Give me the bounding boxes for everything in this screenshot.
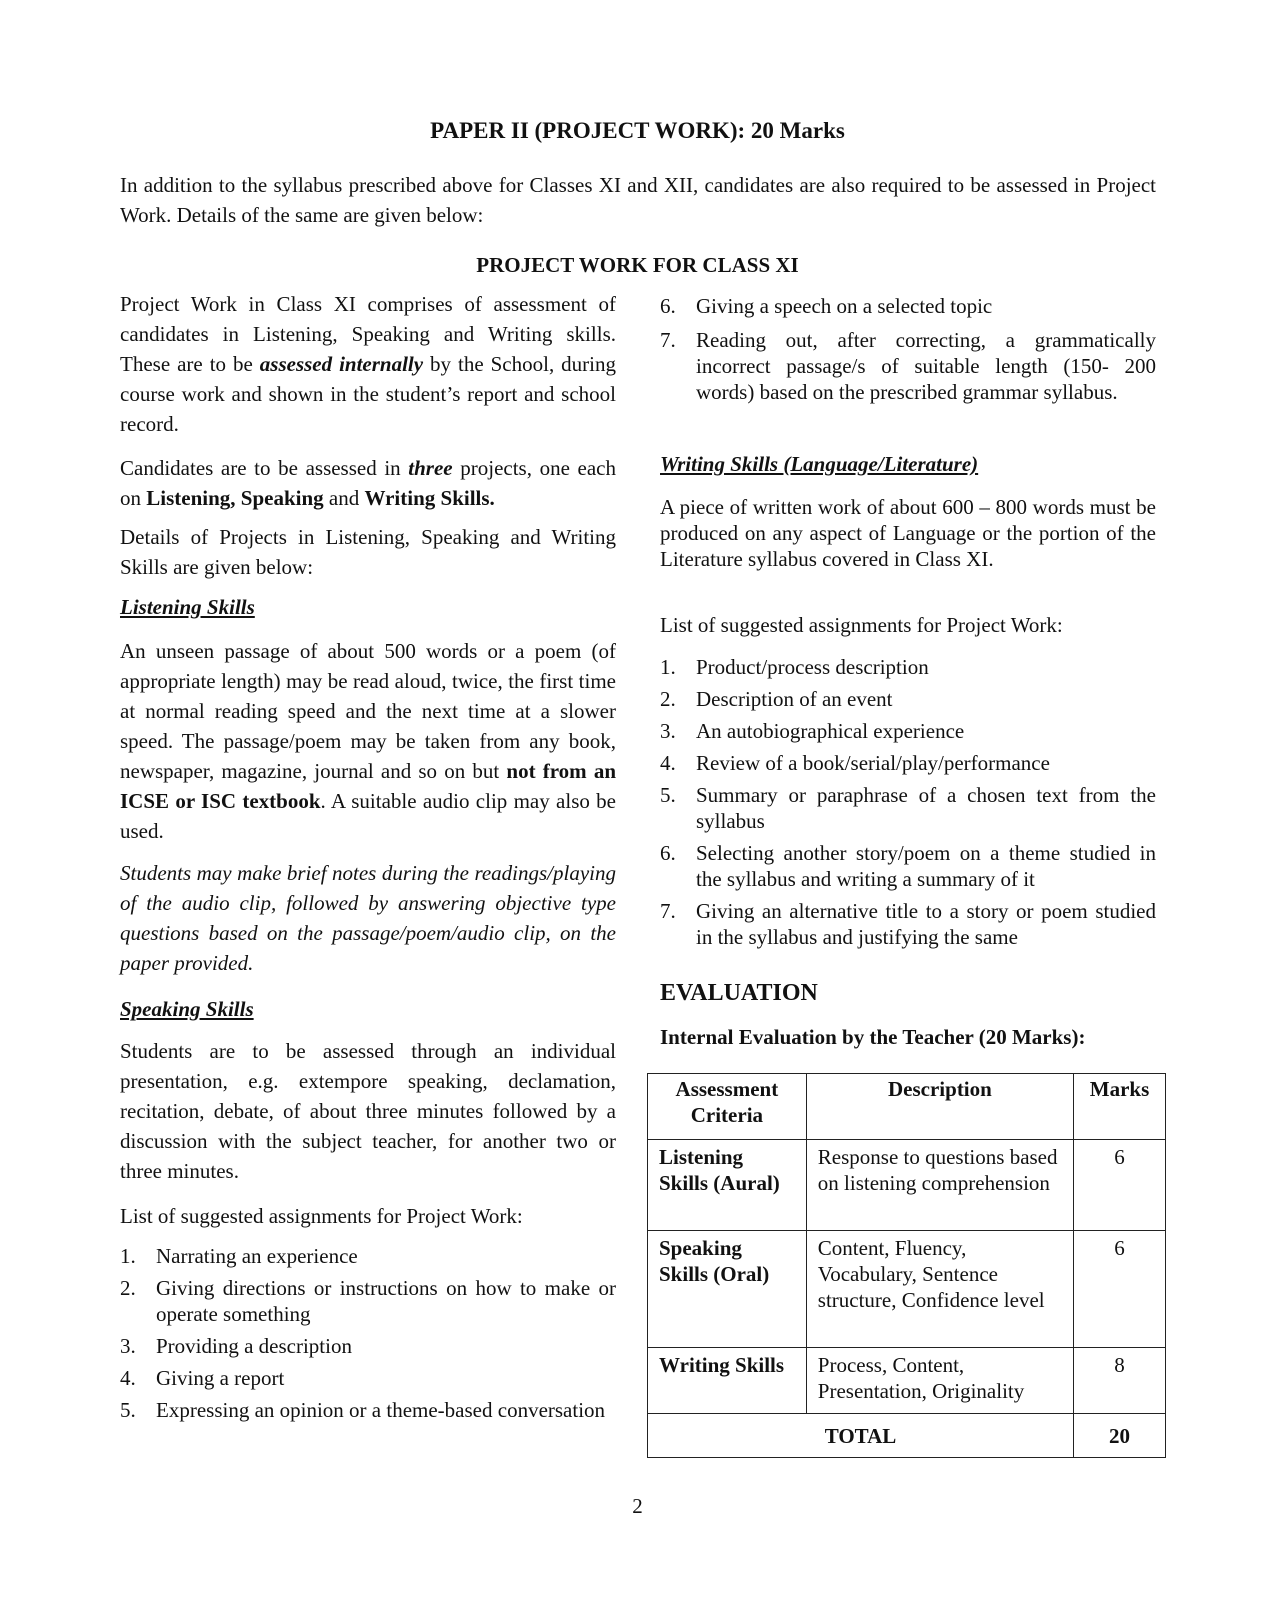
list-item: 6. Giving a speech on a selected topic bbox=[660, 294, 993, 318]
table-row bbox=[648, 1231, 1166, 1348]
total-marks: 20 bbox=[1074, 1414, 1166, 1458]
speaking-assignments-list bbox=[120, 1243, 616, 1423]
listening-italic-note: Students may make brief notes during the readings/playing of the audio clip, followed by answering objective type questions based on the passage/poem/audio clip, on the paper provided. bbox=[120, 861, 616, 975]
list-item: 7. Giving an alternative title to a story or poem studied in the syllabus and justifying the same bbox=[660, 899, 1156, 949]
list-item: 1. Narrating an experience bbox=[120, 1244, 358, 1268]
marks-cell: 6 bbox=[1074, 1140, 1166, 1231]
column-header: Description bbox=[806, 1074, 1073, 1140]
list-item: 2. Description of an event bbox=[660, 687, 893, 711]
total-label: TOTAL bbox=[648, 1414, 1074, 1458]
list-item: 3. Providing a description bbox=[120, 1334, 352, 1358]
listening-skills-heading: Listening Skills bbox=[120, 595, 255, 619]
speaking-assignments-list-continued bbox=[660, 293, 1156, 405]
project-overview-paragraph: Project Work in Class XI comprises of assessment of candidates in Listening, Speaking and Writing skills. These are to be assessed internally by the School, during course work and shown in the student’s report and school record. bbox=[120, 292, 617, 436]
details-paragraph: Details of Projects in Listening, Speaking and Writing Skills are given below: bbox=[120, 525, 616, 579]
table-row bbox=[648, 1140, 1166, 1231]
list-item: 3. An autobiographical experience bbox=[660, 719, 965, 743]
writing-skills-heading: Writing Skills (Language/Literature) bbox=[660, 452, 979, 476]
criteria-cell: Speaking Skills (Oral) bbox=[648, 1231, 807, 1348]
description-cell: Response to questions based on listening comprehension bbox=[806, 1140, 1073, 1231]
list-item: 5. Summary or paraphrase of a chosen text from the syllabus bbox=[660, 783, 1156, 833]
description-cell: Process, Content, Presentation, Originality bbox=[806, 1348, 1073, 1414]
list-item: 4. Review of a book/serial/play/performance bbox=[660, 751, 1050, 775]
marks-cell: 6 bbox=[1074, 1231, 1166, 1348]
page-title: PAPER II (PROJECT WORK): 20 Marks bbox=[430, 118, 845, 143]
list-item: 2. Giving directions or instructions on how to make or operate something bbox=[120, 1276, 616, 1326]
column-header: Marks bbox=[1074, 1074, 1166, 1140]
section-title: PROJECT WORK FOR CLASS XI bbox=[476, 253, 799, 277]
evaluation-table bbox=[647, 1073, 1166, 1458]
listening-paragraph: An unseen passage of about 500 words or a poem (of appropriate length) may be read aloud, twice, the first time at normal reading speed and the next time at a slower speed. The passage/poem may be taken from any book, newspaper, magazine, journal and so on but not from an ICSE or ISC textbook. A suitable audio clip may also be used. bbox=[120, 639, 617, 843]
list-item: 7. Reading out, after correcting, a grammatically incorrect passage/s of suitable length (150- 200 words) based on the prescribed grammar syllabus. bbox=[660, 328, 1156, 404]
intro-paragraph: In addition to the syllabus prescribed above for Classes XI and XII, candidates are also required to be assessed in Project Work. Details of the same are given below: bbox=[120, 173, 1156, 227]
description-cell: Content, Fluency, Vocabulary, Sentence structure, Confidence level bbox=[806, 1231, 1073, 1348]
table-row bbox=[648, 1348, 1166, 1414]
column-header: Assessment Criteria bbox=[648, 1074, 807, 1140]
speaking-list-intro: List of suggested assignments for Project Work: bbox=[120, 1204, 523, 1228]
list-item: 6. Selecting another story/poem on a theme studied in the syllabus and writing a summary of it bbox=[660, 841, 1156, 891]
table-header-row bbox=[648, 1074, 1166, 1140]
projects-count-paragraph: Candidates are to be assessed in three projects, one each on Listening, Speaking and Writing Skills. bbox=[120, 456, 616, 510]
speaking-skills-heading: Speaking Skills bbox=[120, 997, 254, 1021]
speaking-paragraph: Students are to be assessed through an individual presentation, e.g. extempore speaking, declamation, recitation, debate, of about three minutes followed by a discussion with the subject teacher, for another two or three minutes. bbox=[120, 1039, 616, 1183]
criteria-cell: Listening Skills (Aural) bbox=[648, 1140, 807, 1231]
evaluation-heading: EVALUATION bbox=[660, 980, 818, 1006]
writing-assignments-list bbox=[660, 654, 1156, 950]
marks-cell: 8 bbox=[1074, 1348, 1166, 1414]
criteria-cell: Writing Skills bbox=[648, 1348, 807, 1414]
page-number: 2 bbox=[632, 1494, 643, 1518]
list-item: 5. Expressing an opinion or a theme-based conversation bbox=[120, 1398, 606, 1422]
list-item: 1. Product/process description bbox=[660, 655, 929, 679]
list-item: 4. Giving a report bbox=[120, 1366, 285, 1390]
writing-list-intro: List of suggested assignments for Project Work: bbox=[660, 613, 1063, 637]
table-total-row bbox=[648, 1414, 1166, 1458]
writing-paragraph: A piece of written work of about 600 – 800 words must be produced on any aspect of Language or the portion of the Literature syllabus covered in Class XI. bbox=[660, 495, 1156, 571]
evaluation-subheading: Internal Evaluation by the Teacher (20 Marks): bbox=[660, 1025, 1086, 1049]
